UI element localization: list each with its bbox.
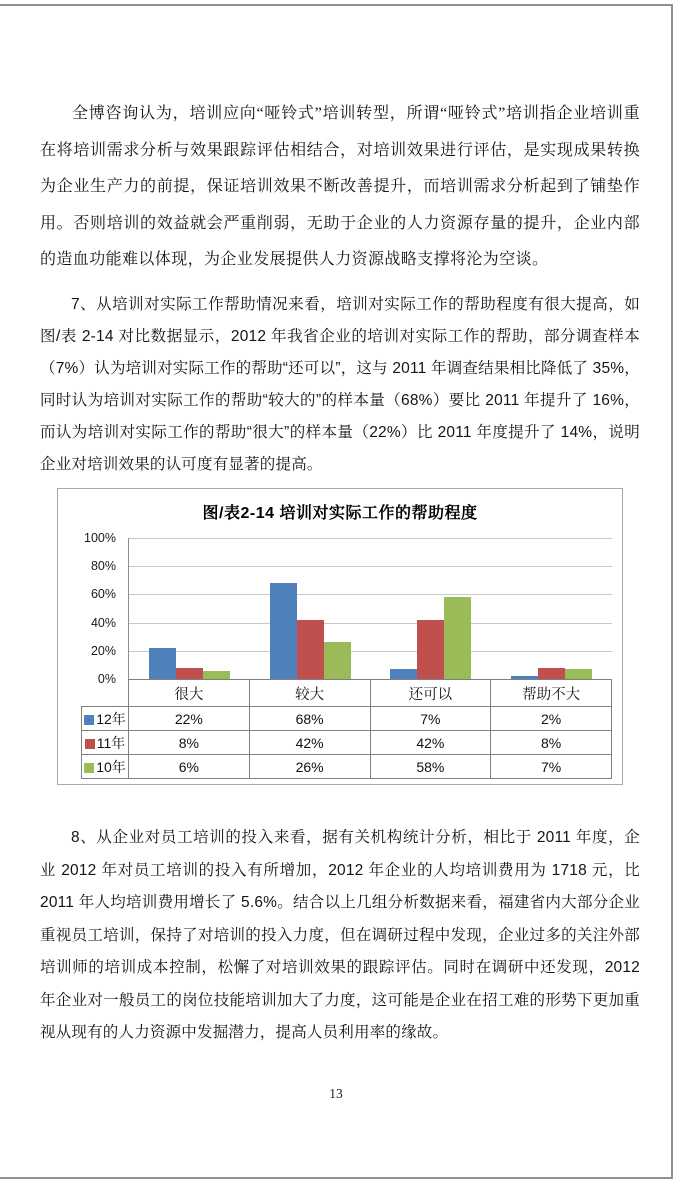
value-cell: 58%	[370, 755, 491, 779]
value-cell: 8%	[491, 731, 612, 755]
value-cell: 6%	[129, 755, 250, 779]
table-row	[82, 755, 612, 779]
paragraph-item7: 7、从培训对实际工作帮助情况来看，培训对实际工作的帮助程度有很大提高，如图/表 2-14 对比数据显示，2012 年我省企业的培训对实际工作的帮助，部分调查样本（7%）认为培训对实际工作的帮助“还可以”，这与 2011 年调查结果相比降低了 35%，同时认为培训对实际工作的帮助“较大的”的样本量（68%）要比 2011 年提升了 16%，而认为培训对实际工作的帮助“很大”的样本量（22%）比 2011 年度提升了 14%，说明企业对培训效果的认可度有显著的提高。	[40, 296, 640, 473]
legend-swatch-icon	[84, 763, 94, 773]
bar-11年-较大	[297, 620, 324, 679]
paragraph-intro: 全博咨询认为，培训应向“哑铃式”培训转型，所谓“哑铃式”培训指企业培训重在将培训需求分析与效果跟踪评估相结合，对培训效果进行评估，是实现成果转换为企业生产力的前提，保证培训效果不断改善提升，而培训需求分析起到了铺垫作用。否则培训的效益就会严重削弱，无助于企业的人力资源存量的提升，企业内部的造血功能难以体现，为企业发展提供人力资源战略支撑将沦为空谈。	[40, 105, 640, 268]
page-border-top	[0, 4, 673, 6]
bar-chart	[58, 531, 611, 686]
category-header: 还可以	[370, 680, 491, 707]
bar-10年-较大	[324, 642, 351, 679]
value-cell: 7%	[370, 707, 491, 731]
bar-groups	[129, 538, 612, 679]
bar-11年-还可以	[417, 620, 444, 679]
bar-12年-还可以	[390, 669, 417, 679]
bar-group-2	[250, 583, 371, 679]
table-corner-cell	[82, 680, 129, 707]
y-tick-label: 40%	[90, 615, 116, 630]
plot-area	[128, 538, 612, 680]
page-number: 13	[329, 1086, 343, 1101]
bar-12年-较大	[270, 583, 297, 679]
value-cell: 8%	[129, 731, 250, 755]
table-header-row	[82, 680, 612, 707]
y-tick-label: 0%	[97, 672, 116, 686]
page-border-right	[671, 4, 673, 1178]
table-row	[82, 707, 612, 731]
y-tick-label: 80%	[90, 559, 116, 574]
bar-group-4	[491, 668, 612, 679]
bar-12年-很大	[149, 648, 176, 679]
bar-group-1	[129, 648, 250, 679]
bar-group-3	[371, 597, 492, 679]
table-row	[82, 731, 612, 755]
value-cell: 68%	[249, 707, 370, 731]
y-tick-label: 100%	[84, 531, 116, 545]
bar-11年-很大	[176, 668, 203, 679]
value-cell: 26%	[249, 755, 370, 779]
page-border-bottom	[0, 1177, 673, 1179]
bar-10年-还可以	[444, 597, 471, 679]
value-cell: 22%	[129, 707, 250, 731]
paragraph-item8: 8、从企业对员工培训的投入来看，据有关机构统计分析，相比于 2011 年度，企业 2012 年对员工培训的投入有所增加，2012 年企业的人均培训费用为 1718 元，比 2011 年人均培训费用增长了 5.6%。结合以上几组分析数据来看，福建省内大部分企业重视员工培训，保持了对培训的投入力度，但在调研过程中发现，企业过多的关注外部培训师的培训成本控制，松懈了对培训效果的跟踪评估。同时在调研中还发现，2012 年企业对一般员工的岗位技能培训加大了力度，这可能是企业在招工难的形势下更加重视从现有的人力资源中发掘潜力，提高人员利用率的缘故。	[40, 829, 640, 1041]
chart-title: 图/表2-14 培训对实际工作的帮助程度	[202, 505, 478, 522]
legend-swatch-icon	[84, 715, 94, 725]
chart-data-table	[81, 679, 612, 779]
category-header: 很大	[129, 680, 250, 707]
value-cell: 42%	[249, 731, 370, 755]
value-cell: 2%	[491, 707, 612, 731]
y-tick-label: 20%	[90, 643, 116, 658]
legend-cell: 10年	[82, 755, 129, 779]
value-cell: 42%	[370, 731, 491, 755]
bar-10年-很大	[203, 671, 230, 679]
figure-2-14	[57, 488, 623, 785]
category-header: 较大	[249, 680, 370, 707]
category-header: 帮助不大	[491, 680, 612, 707]
legend-cell: 12年	[82, 707, 129, 731]
bar-10年-帮助不大	[565, 669, 592, 679]
legend-swatch-icon	[85, 739, 95, 749]
y-tick-label: 60%	[90, 587, 116, 602]
value-cell: 7%	[491, 755, 612, 779]
legend-cell: 11年	[82, 731, 129, 755]
bar-11年-帮助不大	[538, 668, 565, 679]
y-axis	[58, 531, 128, 686]
